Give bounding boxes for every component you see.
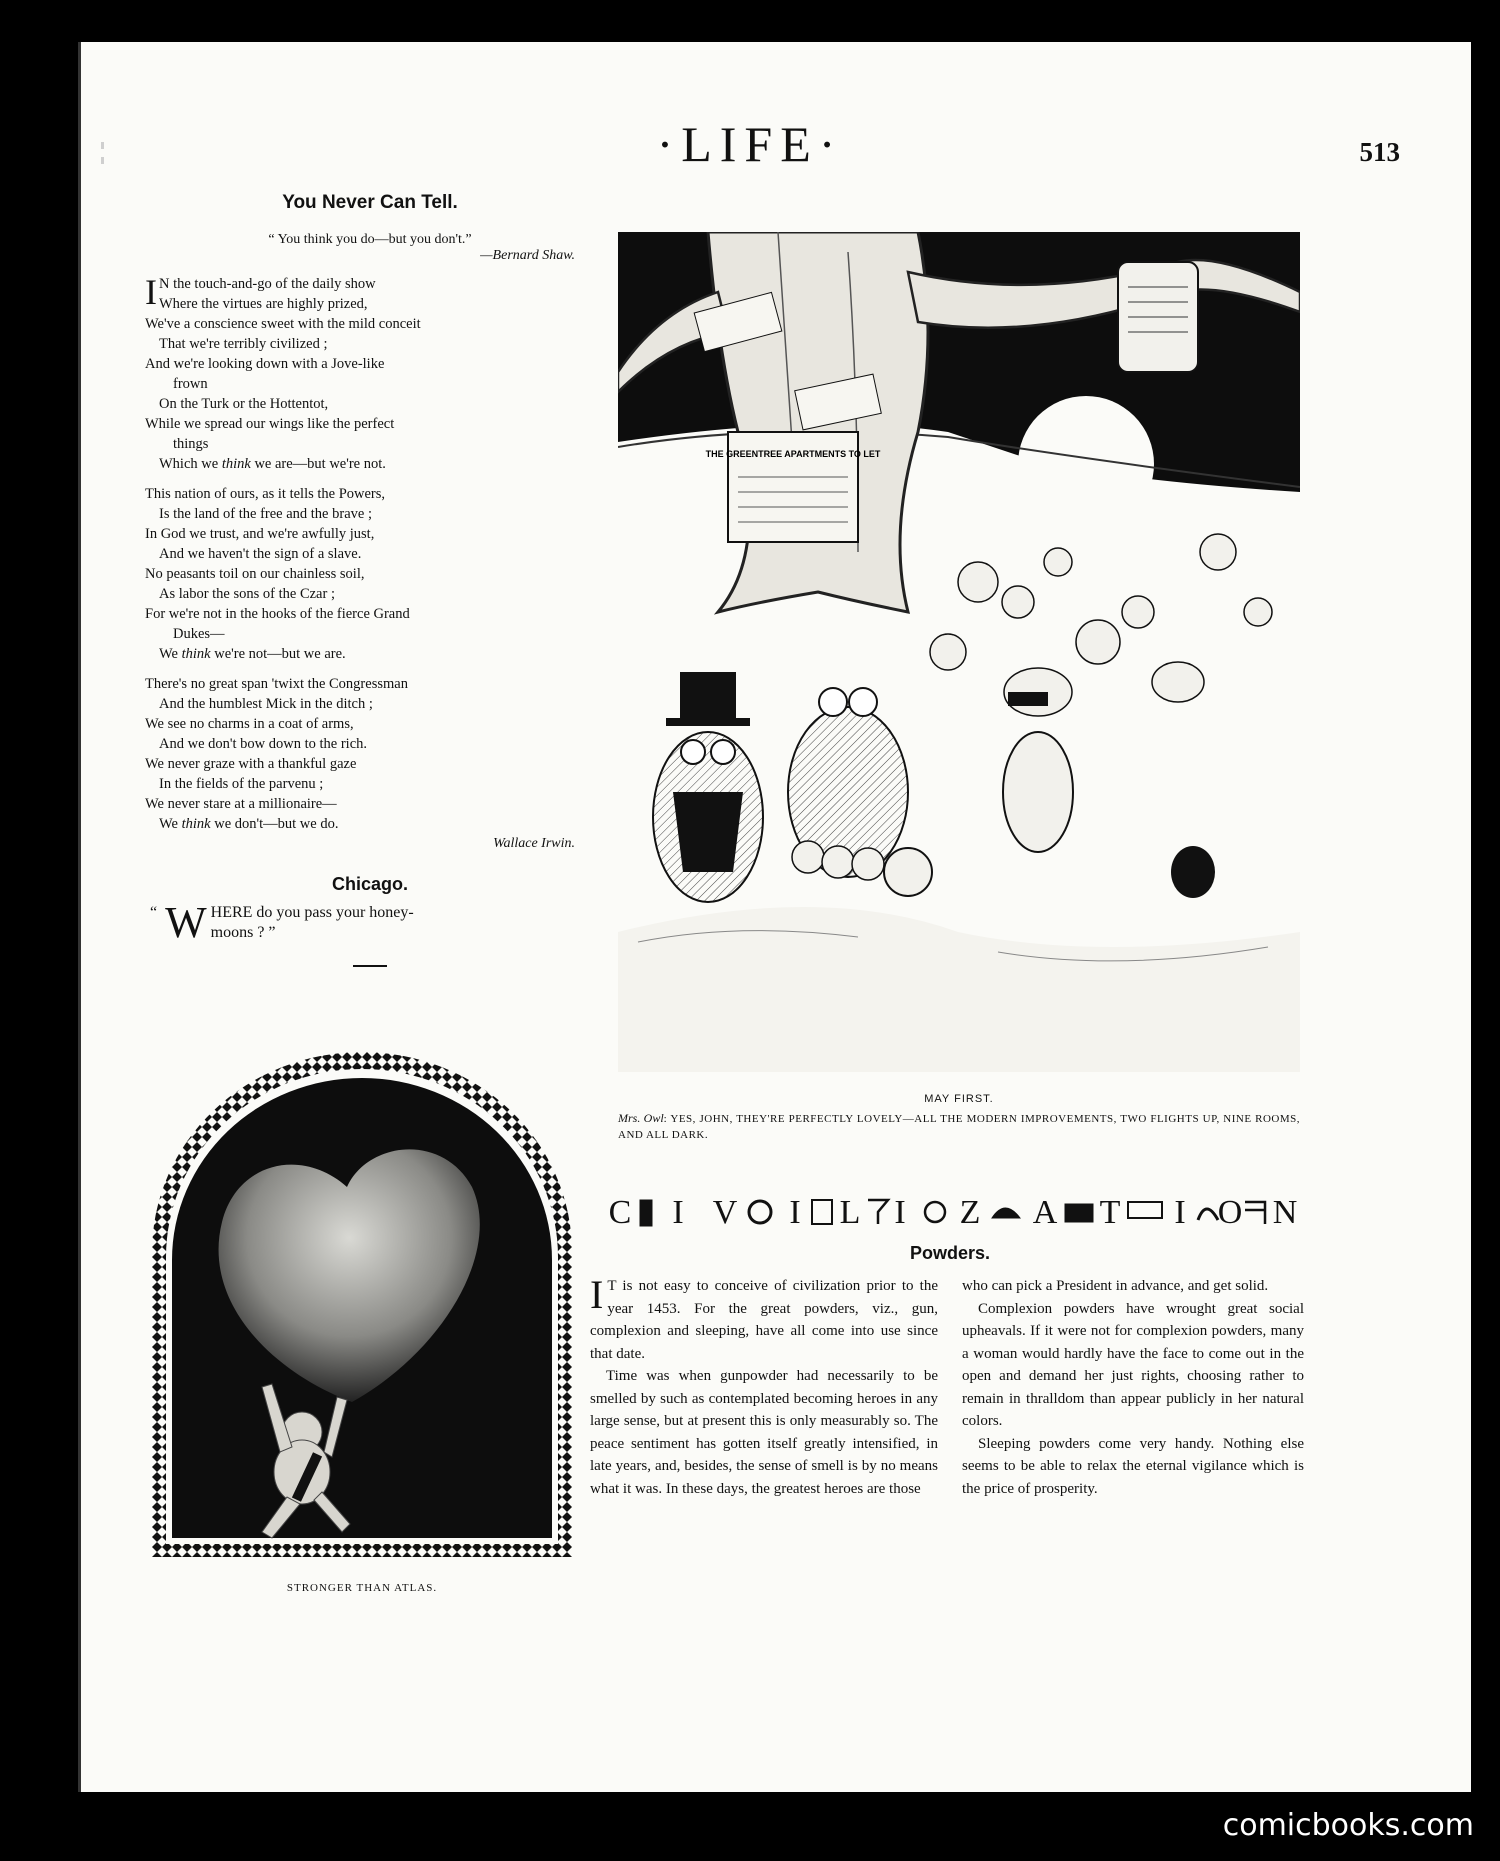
caption-speaker: Mrs. Owl (618, 1111, 664, 1125)
essay-paragraph: who can pick a President in advance, and get solid. (962, 1278, 1269, 1294)
poem-author: Wallace Irwin. (493, 836, 575, 851)
essay-paragraph: Sleeping powders come very handy. Nothing else seems to be able to relax the eternal vigilance which is the price of prosperity. (962, 1435, 1304, 1497)
civilization-banner (600, 1190, 1300, 1230)
poem-line: Is the land of the free and the brave ; (159, 506, 372, 522)
chair-icon (812, 1200, 832, 1224)
may-first-cartoon (618, 232, 1300, 1072)
poem-line: We think we don't—but we do. (159, 816, 339, 832)
poem-line: Dukes— (173, 626, 225, 642)
drop-cap: W (165, 898, 207, 947)
poem-line: Where the virtues are highly prized, (159, 296, 368, 312)
poem-line: And we haven't the sign of a slave. (159, 546, 362, 562)
svg-text:I: I (789, 1194, 801, 1230)
epigraph-attribution: —Bernard Shaw. (480, 248, 575, 263)
left-column (145, 192, 595, 967)
svg-text:Z: Z (959, 1194, 981, 1230)
poem-line: That we're terribly civilized ; (159, 336, 328, 352)
poem-line: We never stare at a millionaire— (145, 796, 337, 812)
svg-text:A: A (1032, 1194, 1058, 1230)
drop-cap: I (590, 1272, 604, 1317)
caption-text: : YES, JOHN, THEY'RE PERFECTLY LOVELY—ALL THE MODERN IMPROVEMENTS, TWO FLIGHTS UP, NINE ROOMS, AND ALL DARK. (618, 1113, 1300, 1141)
essay-title: Powders. (909, 1243, 991, 1263)
cartoon-title: MAY FIRST. (924, 1093, 994, 1105)
dice-icon (925, 1202, 945, 1222)
poem-line: things (173, 436, 209, 452)
site-watermark: comicbooks.com (1222, 1808, 1474, 1843)
poem-line: This nation of ours, as it tells the Powers, (145, 486, 386, 502)
poem-line: In the fields of the parvenu ; (159, 776, 324, 792)
poem-stanza-2 (145, 484, 595, 664)
essay-column-1 (590, 1272, 938, 1500)
svg-text:L: L (839, 1194, 861, 1230)
svg-text:I: I (894, 1194, 906, 1230)
svg-text:V: V (712, 1194, 738, 1230)
poem-stanza-1 (145, 274, 595, 474)
svg-text:C: C (608, 1194, 632, 1230)
chicago-title: Chicago. (331, 874, 408, 894)
poem-line: While we spread our wings like the perfect (145, 416, 395, 432)
beetle (1171, 846, 1215, 898)
svg-text:I: I (672, 1194, 684, 1230)
poem-line: We never graze with a thankful gaze (145, 756, 357, 772)
poem-title: You Never Can Tell. (282, 192, 458, 213)
masthead-title: ·LIFE· (656, 116, 844, 172)
essay-paragraph: Time was when gunpowder had necessarily to be smelled by such as contemplated becoming heroes in any large sense, but at present this is only measurably so. The peace sentiment has gotten itself greatly intensified, in late years, and, besides, the sense of smell is by no means what it was. In these days, the greatest heroes are those (590, 1368, 938, 1497)
essay-paragraph: Complexion powders have wrought great social upheavals. If it were not for complexion powders, many a woman would hardly have the face to come out in the open and demand her just rights, choosing rather to remain in thralldom than appear publicly in her natural colors. (962, 1300, 1304, 1429)
poem-line: And we're looking down with a Jove-like (145, 356, 385, 372)
rabbit-mover (1003, 732, 1073, 852)
svg-text:O: O (1217, 1194, 1243, 1230)
cartoon-caption (618, 1110, 1300, 1143)
poem-epigraph: “ You think you do—but you don't.” (268, 232, 472, 247)
glass-icon (868, 1200, 888, 1224)
poem-line: No peasants toil on our chainless soil, (145, 566, 365, 582)
page-number: 513 (1359, 137, 1400, 167)
top-hat (680, 672, 736, 722)
svg-text:N: N (1272, 1194, 1298, 1230)
svg-text:THE GREENTREE APARTMENTS TO LE: THE GREENTREE APARTMENTS TO LET (705, 449, 881, 459)
pot-icon (992, 1208, 1020, 1218)
poem-line: In God we trust, and we're awfully just, (145, 526, 375, 542)
poem-line: We've a conscience sweet with the mild conceit (145, 316, 421, 332)
essay-paragraph: I T is not easy to conceive of civilization prior to the year 1453. For the great powders, viz., gun, complexion and sleeping, have all come into use since that date. (590, 1272, 938, 1362)
poem-line: And we don't bow down to the rich. (159, 736, 367, 752)
atlas-caption: STRONGER THAN ATLAS. (286, 1582, 438, 1594)
soap-icon (1128, 1202, 1162, 1218)
anvil-icon (1245, 1202, 1265, 1224)
essay-column-2 (962, 1275, 1304, 1500)
chicago-quote: “ W HERE do you pass your honey- moons ? ” (150, 898, 414, 947)
poem-line: There's no great span 'twixt the Congressman (145, 676, 408, 692)
svg-text:T: T (1099, 1194, 1121, 1230)
hammer-icon (640, 1200, 652, 1226)
poem-line: N the touch-and-go of the daily show (159, 276, 376, 292)
svg-text:I: I (1174, 1194, 1186, 1230)
typewriter-icon (1065, 1204, 1093, 1222)
poem-stanza-3 (145, 674, 595, 834)
poem-line: Which we think we are—but we're not. (159, 456, 386, 472)
atlas-illustration (152, 1052, 572, 1557)
poem-line: As labor the sons of the Czar ; (159, 586, 335, 602)
poem-line: For we're not in the hooks of the fierce Grand (145, 606, 410, 622)
poem-line: On the Turk or the Hottentot, (159, 396, 329, 412)
horseshoe-icon (1198, 1209, 1218, 1220)
drop-cap: I (145, 272, 157, 312)
poem-line: We think we're not—but we are. (159, 646, 346, 662)
gear-icon (749, 1201, 771, 1223)
poem-line: We see no charms in a coat of arms, (145, 716, 354, 732)
section-divider (353, 965, 387, 967)
poem-line: frown (173, 376, 208, 392)
poem-line: And the humblest Mick in the ditch ; (159, 696, 373, 712)
